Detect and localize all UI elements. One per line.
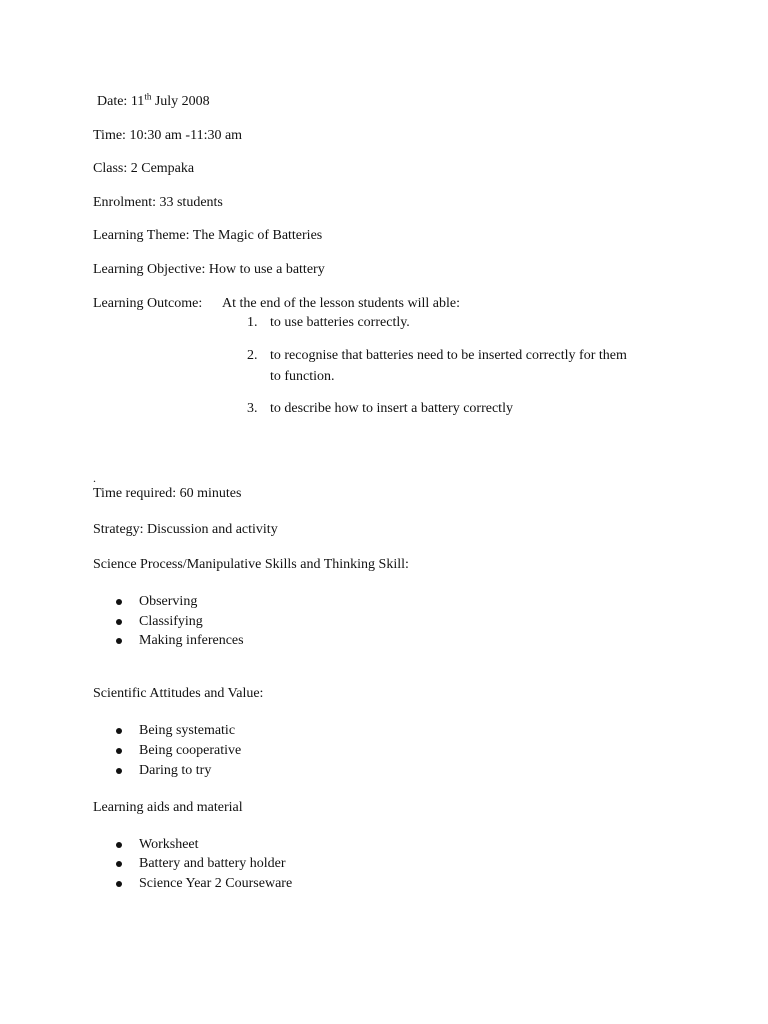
bullet-icon [116, 861, 122, 867]
date-line [97, 93, 210, 111]
skills-item-3: Making inferences [139, 633, 244, 648]
outcome-item-2-line-2: to function. [270, 369, 335, 384]
materials-heading: Learning aids and material [93, 800, 243, 815]
outcome-number-1: 1. [247, 315, 258, 330]
date-suffix: July 2008 [151, 94, 210, 109]
enrolment-line: Enrolment: 33 students [93, 195, 223, 210]
strategy-line: Strategy: Discussion and activity [93, 522, 278, 537]
attitudes-heading: Scientific Attitudes and Value: [93, 686, 264, 701]
outcome-number-3: 3. [247, 401, 258, 416]
bullet-icon [116, 842, 122, 848]
attitudes-item-2: Being cooperative [139, 743, 242, 758]
attitudes-item-1: Being systematic [139, 723, 236, 738]
materials-item-1: Worksheet [139, 837, 199, 852]
bullet-icon [116, 881, 122, 887]
outcome-number-2: 2. [247, 348, 258, 363]
skills-item-1: Observing [139, 594, 198, 609]
bullet-icon [116, 638, 122, 644]
bullet-icon [116, 599, 122, 605]
learning-outcome-label: Learning Outcome: [93, 296, 203, 311]
skills-heading: Science Process/Manipulative Skills and Thinking Skill: [93, 557, 409, 572]
class-line: Class: 2 Cempaka [93, 161, 195, 176]
learning-outcome-intro: At the end of the lesson students will able: [222, 296, 460, 311]
bullet-icon [116, 619, 122, 625]
outcome-item-1: to use batteries correctly. [270, 315, 410, 330]
bullet-icon [116, 748, 122, 754]
bullet-icon [116, 728, 122, 734]
learning-theme-line: Learning Theme: The Magic of Batteries [93, 228, 323, 243]
outcome-item-3: to describe how to insert a battery correctly [270, 401, 513, 416]
stray-mark: . [93, 471, 96, 485]
time-line: Time: 10:30 am -11:30 am [93, 128, 243, 143]
materials-item-3: Science Year 2 Courseware [139, 876, 293, 891]
attitudes-item-3: Daring to try [139, 763, 212, 778]
time-required-line: Time required: 60 minutes [93, 486, 242, 501]
materials-item-2: Battery and battery holder [139, 856, 286, 871]
skills-item-2: Classifying [139, 614, 203, 629]
date-prefix: Date: 11 [97, 94, 145, 109]
learning-objective-line: Learning Objective: How to use a battery [93, 262, 325, 277]
outcome-item-2-line-1: to recognise that batteries need to be inserted correctly for them [270, 348, 627, 363]
date-superscript: th [144, 91, 152, 102]
bullet-icon [116, 768, 122, 774]
